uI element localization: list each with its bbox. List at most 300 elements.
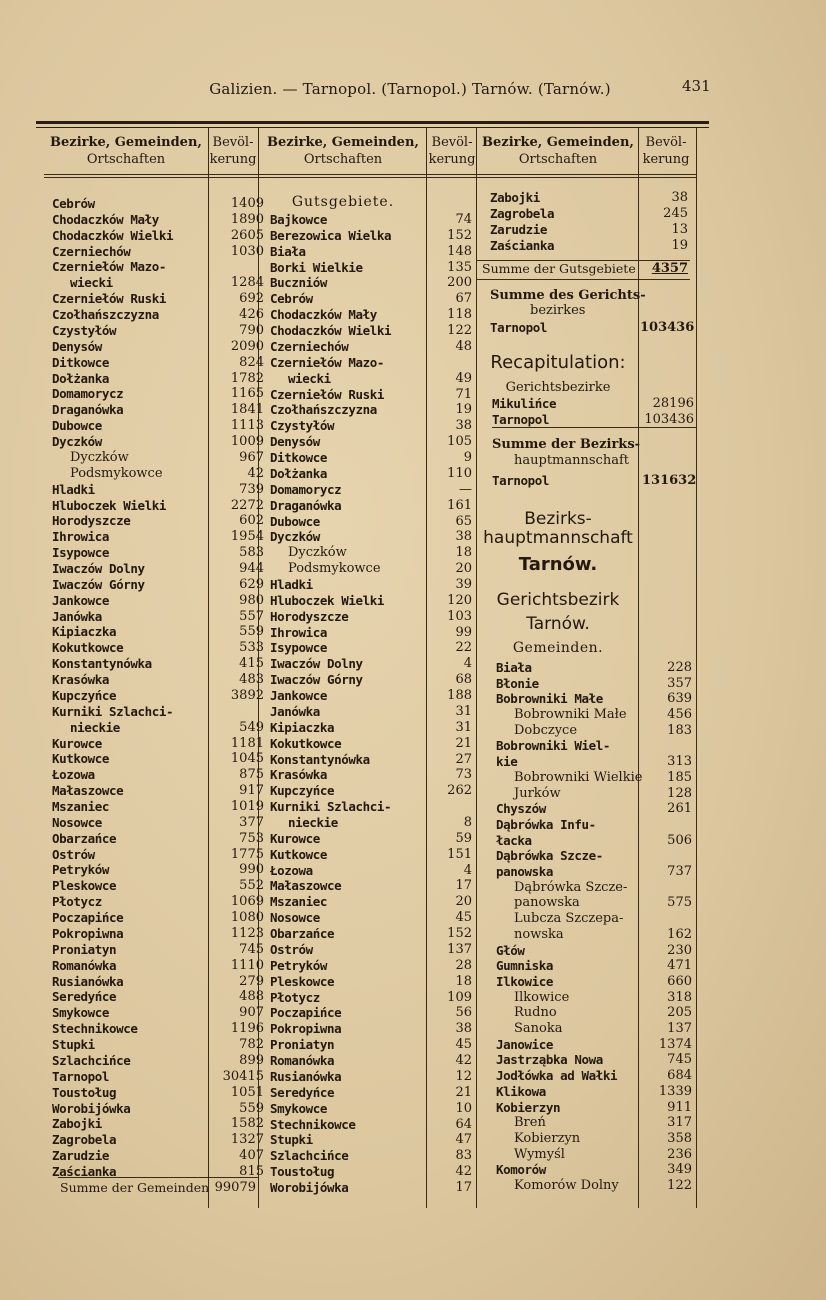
place-name: Czerniełów Mazo-	[270, 354, 385, 370]
table-row	[270, 704, 472, 720]
place-name: Podsmykowce	[288, 561, 381, 577]
table-row	[496, 1037, 692, 1053]
table-row	[52, 545, 264, 561]
population-value: 1339	[658, 1083, 692, 1099]
place-name: Iwaczów Dolny	[52, 560, 145, 576]
table-row	[52, 989, 264, 1005]
place-name: Zaścianka	[52, 1164, 117, 1179]
place-name: Ihrowica	[52, 529, 110, 545]
column-divider	[696, 128, 697, 1208]
table-row	[270, 656, 472, 672]
place-name: Breń	[514, 1115, 546, 1131]
header-rule	[44, 174, 696, 175]
table-row	[270, 974, 472, 990]
place-name: Dołżanka	[52, 370, 110, 386]
population-value: 1030	[230, 243, 264, 259]
table-row	[270, 672, 472, 688]
table-row	[52, 593, 264, 609]
recap-sum-row	[492, 473, 696, 489]
table-row	[270, 942, 472, 958]
table-row	[270, 688, 472, 704]
place-name: Dąbrówka Szcze-	[496, 848, 603, 864]
population-value: 557	[239, 608, 264, 624]
recap-sum-l1	[492, 437, 692, 453]
population-value: 38	[671, 190, 688, 205]
population-value: 1080	[230, 910, 264, 926]
place-name: Petryków	[52, 862, 110, 878]
population-value: 38	[455, 1021, 472, 1037]
table-row	[496, 927, 692, 943]
place-name: Iwaczów Dolny	[270, 656, 363, 672]
population-value: 38	[455, 529, 472, 545]
population-value: 74	[455, 212, 472, 227]
place-name: Dąbrówka Infu-	[496, 816, 596, 832]
population-value: 103436	[644, 412, 694, 427]
gb-sum-value: 103436	[640, 320, 695, 335]
place-name: Szlachcińce	[52, 1052, 131, 1068]
place-name: Małaszowce	[52, 783, 124, 799]
population-value: 739	[239, 481, 264, 497]
table-row	[496, 864, 692, 880]
place-name: Komorów Dolny	[514, 1178, 619, 1193]
place-name: Proniatyn	[270, 1037, 335, 1053]
recap-sub: Gerichtsbezirke	[505, 380, 611, 395]
table-row	[496, 943, 692, 959]
population-value: 737	[667, 864, 692, 880]
table-row	[270, 291, 472, 307]
population-value: 245	[663, 206, 688, 221]
table-row	[270, 244, 472, 260]
population-value: 1019	[230, 799, 264, 815]
population-value: 407	[239, 1148, 264, 1164]
population-value: 815	[239, 1164, 264, 1179]
table-row	[52, 259, 264, 275]
place-name: Chodaczków Wielki	[52, 227, 174, 243]
population-value: 120	[447, 592, 472, 608]
table-row	[52, 1005, 264, 1021]
place-name: Kupczyńce	[52, 687, 117, 703]
sum-label: Summe der Gemeinden	[60, 1180, 210, 1195]
gb-sum-row	[490, 320, 696, 336]
table-row	[496, 1005, 692, 1021]
table-row	[496, 990, 692, 1006]
population-value: 109	[447, 989, 472, 1005]
header-line: kerung	[642, 152, 690, 167]
header-line: Bevöl-	[645, 135, 687, 150]
population-value: 12	[455, 1068, 472, 1084]
header-rule	[44, 177, 696, 178]
table-row	[52, 323, 264, 339]
place-name: Domamorycz	[52, 386, 124, 402]
table-row	[496, 833, 692, 849]
col2-name-header	[260, 134, 426, 168]
place-name: Draganówka	[270, 497, 342, 513]
header-line: Bevöl-	[212, 135, 254, 150]
table-row	[52, 1053, 264, 1069]
table-row	[496, 1147, 692, 1163]
place-name: Mikulińce	[492, 396, 557, 411]
recap-sum-label: Summe der Bezirks-	[492, 437, 641, 452]
bh-title-2: hauptmannschaft	[483, 528, 633, 548]
table-row	[52, 513, 264, 529]
place-name: Tarnopol	[52, 1068, 110, 1084]
population-value: 426	[239, 307, 264, 323]
population-value: 990	[239, 862, 264, 878]
running-title: Galizien. — Tarnopol. (Tarnopol.) Tarnów. (Tarnów.)	[209, 80, 611, 98]
table-row	[270, 640, 472, 656]
population-value: 17	[455, 878, 472, 894]
table-row	[270, 767, 472, 783]
place-name: Stupki	[270, 1132, 313, 1148]
population-value: 1165	[230, 386, 264, 402]
population-value: 4	[463, 862, 472, 878]
place-name: Głów	[496, 942, 525, 958]
place-name: Ostrów	[270, 941, 313, 957]
place-name: Dobczyce	[514, 722, 578, 738]
table-row	[52, 767, 264, 783]
place-name: Kurniki Szlachci-	[52, 703, 174, 719]
gemeinden-title: Gemeinden.	[512, 640, 604, 656]
col1-sum-row	[44, 1180, 258, 1196]
place-name: Janówka	[52, 608, 102, 624]
table-row	[52, 640, 264, 656]
table-row	[270, 863, 472, 879]
table-row	[270, 609, 472, 625]
header-line: kerung	[428, 152, 476, 167]
header-line: Ortschaften	[86, 152, 166, 167]
table-row	[496, 880, 692, 896]
place-name: Stechnikowce	[270, 1116, 356, 1132]
place-name: Obarzańce	[52, 830, 117, 846]
table-row	[52, 672, 264, 688]
table-row	[496, 1021, 692, 1037]
bh-name: Tarnów.	[518, 554, 598, 575]
place-name: Zagrobela	[490, 206, 555, 221]
table-row	[270, 1148, 472, 1164]
place-name: Podsmykowce	[70, 465, 163, 481]
table-row	[270, 1164, 472, 1180]
population-value: 262	[447, 783, 472, 799]
table-row	[270, 1005, 472, 1021]
population-value: 358	[667, 1130, 692, 1146]
table-row	[270, 482, 472, 498]
table-row	[496, 691, 692, 707]
place-name: Ostrów	[52, 846, 95, 862]
population-value: 230	[667, 942, 692, 958]
place-name: Iwaczów Górny	[52, 576, 145, 592]
population-value: 21	[455, 1084, 472, 1100]
table-row	[270, 1101, 472, 1117]
population-value: 692	[239, 291, 264, 307]
table-row	[270, 1132, 472, 1148]
place-name: Zagrobela	[52, 1132, 117, 1148]
place-name: Czystyłów	[270, 418, 335, 434]
population-value: 45	[455, 1037, 472, 1053]
population-value: 83	[455, 1148, 472, 1164]
table-row	[270, 1053, 472, 1069]
population-value: 317	[667, 1115, 692, 1131]
population-value: 9	[463, 450, 472, 466]
population-value: 13	[671, 222, 688, 237]
population-value: 148	[447, 243, 472, 259]
population-value: 21	[455, 735, 472, 751]
place-name: Dołżanka	[270, 465, 328, 481]
place-name: Smykowce	[52, 1005, 110, 1021]
place-name: Lubcza Szczepa-	[514, 911, 624, 927]
place-name: Rusianówka	[270, 1068, 342, 1084]
place-name: nieckie	[70, 719, 120, 735]
place-name: Czerniełów Ruski	[270, 386, 385, 402]
place-name: Mszaniec	[270, 894, 328, 910]
table-row	[52, 862, 264, 878]
place-name: Płotycz	[270, 989, 320, 1005]
top-rule	[36, 121, 709, 124]
table-row	[496, 958, 692, 974]
population-value: 49	[455, 370, 472, 386]
table-row	[490, 206, 688, 222]
population-value: 1327	[230, 1132, 264, 1148]
place-name: Gumniska	[496, 958, 554, 974]
col3-pop-header	[638, 134, 694, 168]
table-row	[270, 831, 472, 847]
place-name: Stupki	[52, 1037, 95, 1053]
population-value: 10	[455, 1100, 472, 1116]
population-value: 73	[455, 767, 472, 783]
place-name: Iwaczów Górny	[270, 672, 363, 688]
population-value: 110	[447, 465, 472, 481]
table-row	[52, 847, 264, 863]
col2-section-title: Gutsgebiete.	[291, 194, 395, 210]
gb-sum-label2: bezirkes	[530, 303, 586, 318]
population-value: 128	[667, 785, 692, 801]
population-value: 745	[667, 1052, 692, 1068]
population-value: 1841	[230, 402, 264, 418]
table-row	[270, 339, 472, 355]
population-value: 488	[239, 989, 264, 1005]
place-name: Zabojki	[490, 190, 540, 205]
place-name: Chodaczków Wielki	[270, 323, 392, 339]
population-value: 18	[455, 973, 472, 989]
table-row	[270, 402, 472, 418]
place-name: Toustoług	[270, 1164, 335, 1180]
population-value: 47	[455, 1132, 472, 1148]
table-row	[270, 418, 472, 434]
place-name: Kurowce	[52, 735, 102, 751]
population-value: 68	[455, 672, 472, 688]
population-value: 48	[455, 338, 472, 354]
place-name: Denysów	[52, 338, 102, 354]
population-value: 105	[447, 434, 472, 450]
population-value: 67	[455, 291, 472, 307]
table-row	[52, 466, 264, 482]
population-value: 65	[455, 513, 472, 529]
table-row	[52, 244, 264, 260]
population-value: 967	[239, 449, 264, 465]
place-name: Kipiaczka	[270, 719, 335, 735]
place-name: Kobierzyn	[496, 1099, 561, 1115]
table-row	[52, 704, 264, 720]
table-row	[270, 625, 472, 641]
place-name: Ditkowce	[52, 354, 110, 370]
table-row	[270, 275, 472, 291]
table-row	[52, 418, 264, 434]
population-value: 660	[667, 973, 692, 989]
table-row	[270, 910, 472, 926]
header-line: Ortschaften	[518, 152, 598, 167]
table-row	[496, 1178, 692, 1194]
population-value: 1110	[230, 957, 264, 973]
place-name: Biała	[496, 660, 532, 675]
place-name: Dyczków	[52, 434, 102, 450]
population-value: 56	[455, 1005, 472, 1021]
population-value: 629	[239, 576, 264, 592]
population-value: 20	[455, 894, 472, 910]
table-row	[52, 609, 264, 625]
table-row	[496, 1052, 692, 1068]
sum-value: 4357	[651, 261, 688, 276]
table-row	[270, 783, 472, 799]
place-name: Komorów	[496, 1162, 546, 1178]
table-row	[270, 1037, 472, 1053]
place-name: Małaszowce	[270, 878, 342, 894]
population-value: 99	[455, 624, 472, 640]
table-row	[270, 1085, 472, 1101]
population-value: 782	[239, 1037, 264, 1053]
population-value: 1890	[230, 211, 264, 227]
header-line: Bevöl-	[431, 135, 473, 150]
table-row	[496, 817, 692, 833]
population-value: 18	[455, 545, 472, 561]
table-row	[496, 801, 692, 817]
table-row	[52, 450, 264, 466]
population-value: 161	[447, 497, 472, 513]
table-row	[52, 799, 264, 815]
population-value: 1782	[230, 370, 264, 386]
population-value: 549	[239, 719, 264, 735]
place-name: Rudno	[514, 1005, 557, 1021]
recap-sum-label2: hauptmannschaft	[514, 453, 629, 468]
place-name: Pokropiwna	[270, 1021, 342, 1037]
place-name: Dubowce	[270, 513, 320, 529]
population-value: 753	[239, 830, 264, 846]
bh-title-1: Bezirks-	[524, 509, 592, 529]
population-value: 28	[455, 957, 472, 973]
table-row	[270, 561, 472, 577]
header-line: Bezirke, Gemeinden,	[482, 135, 634, 150]
table-row	[52, 974, 264, 990]
gb-sum-name: Tarnopol	[490, 320, 548, 335]
place-name: Romanówka	[52, 957, 117, 973]
population-value: 151	[447, 846, 472, 862]
place-name: Smykowce	[270, 1100, 328, 1116]
table-row	[52, 212, 264, 228]
table-row	[270, 799, 472, 815]
place-name: Kutkowce	[270, 846, 328, 862]
population-value: 42	[247, 465, 264, 481]
place-name: Kokutkowce	[52, 640, 124, 656]
population-value: 183	[667, 722, 692, 738]
sum-value: 99079	[214, 1180, 256, 1195]
place-name: Bobrowniki Małe	[514, 707, 627, 723]
place-name: Płotycz	[52, 894, 102, 910]
place-name: Kutkowce	[52, 751, 110, 767]
header-line: kerung	[209, 152, 257, 167]
table-row	[496, 676, 692, 692]
place-name: Buczniów	[270, 275, 328, 291]
table-row	[52, 482, 264, 498]
place-name: Nosowce	[52, 814, 102, 830]
place-name: Bobrowniki Wielkie	[514, 769, 643, 785]
place-name: Jankowce	[52, 592, 110, 608]
population-value: 27	[455, 751, 472, 767]
population-value: 917	[239, 783, 264, 799]
population-value: 980	[239, 592, 264, 608]
place-name: Szlachcińce	[270, 1148, 349, 1164]
col1-name-header	[44, 134, 208, 168]
table-row	[496, 1115, 692, 1131]
population-value: 415	[239, 656, 264, 672]
population-value: 20	[455, 561, 472, 577]
table-row	[52, 1116, 264, 1132]
place-name: Hluboczek Wielki	[270, 592, 385, 608]
place-name: Czystyłów	[52, 322, 117, 338]
place-name: Dyczków	[288, 545, 347, 561]
col1-pop-header	[208, 134, 258, 168]
population-value: 122	[667, 1178, 692, 1193]
sum-gutsgebiete-row	[482, 261, 696, 279]
population-value: 45	[455, 910, 472, 926]
table-row	[52, 275, 264, 291]
place-name: łacka	[496, 832, 532, 848]
table-row	[270, 752, 472, 768]
place-name: Bajkowce	[270, 212, 328, 227]
table-row	[496, 911, 692, 927]
table-row	[496, 1084, 692, 1100]
table-row	[52, 926, 264, 942]
place-name: Kupczyńce	[270, 783, 335, 799]
place-name: Klikowa	[496, 1083, 546, 1099]
population-value: 790	[239, 322, 264, 338]
place-name: Domamorycz	[270, 481, 342, 497]
place-name: Sanoka	[514, 1021, 563, 1037]
table-row	[496, 738, 692, 754]
gb-title: Gerichtsbezirk	[496, 590, 620, 610]
table-row	[496, 786, 692, 802]
place-name: Błonie	[496, 675, 539, 691]
table-row	[52, 355, 264, 371]
place-name: Jastrząbka Nowa	[496, 1052, 603, 1068]
sum-rule	[476, 279, 690, 280]
table-row	[270, 736, 472, 752]
table-row	[270, 228, 472, 244]
sum-label: Summe der Gutsgebiete	[482, 261, 636, 276]
table-row	[270, 466, 472, 482]
population-value: 471	[667, 958, 692, 974]
table-row	[52, 783, 264, 799]
population-value: 575	[667, 895, 692, 911]
population-value: 3892	[230, 687, 264, 703]
population-value: —	[459, 481, 472, 497]
place-name: Chodaczków Mały	[270, 307, 377, 323]
place-name: nowska	[514, 926, 564, 942]
place-name: Czerniełów Mazo-	[52, 259, 167, 275]
place-name: Chyszów	[496, 801, 546, 817]
place-name: Krasówka	[52, 672, 110, 688]
population-value: 185	[667, 769, 692, 785]
table-row	[270, 545, 472, 561]
table-row	[270, 990, 472, 1006]
recap-title-text: Recapitulation:	[490, 352, 626, 373]
